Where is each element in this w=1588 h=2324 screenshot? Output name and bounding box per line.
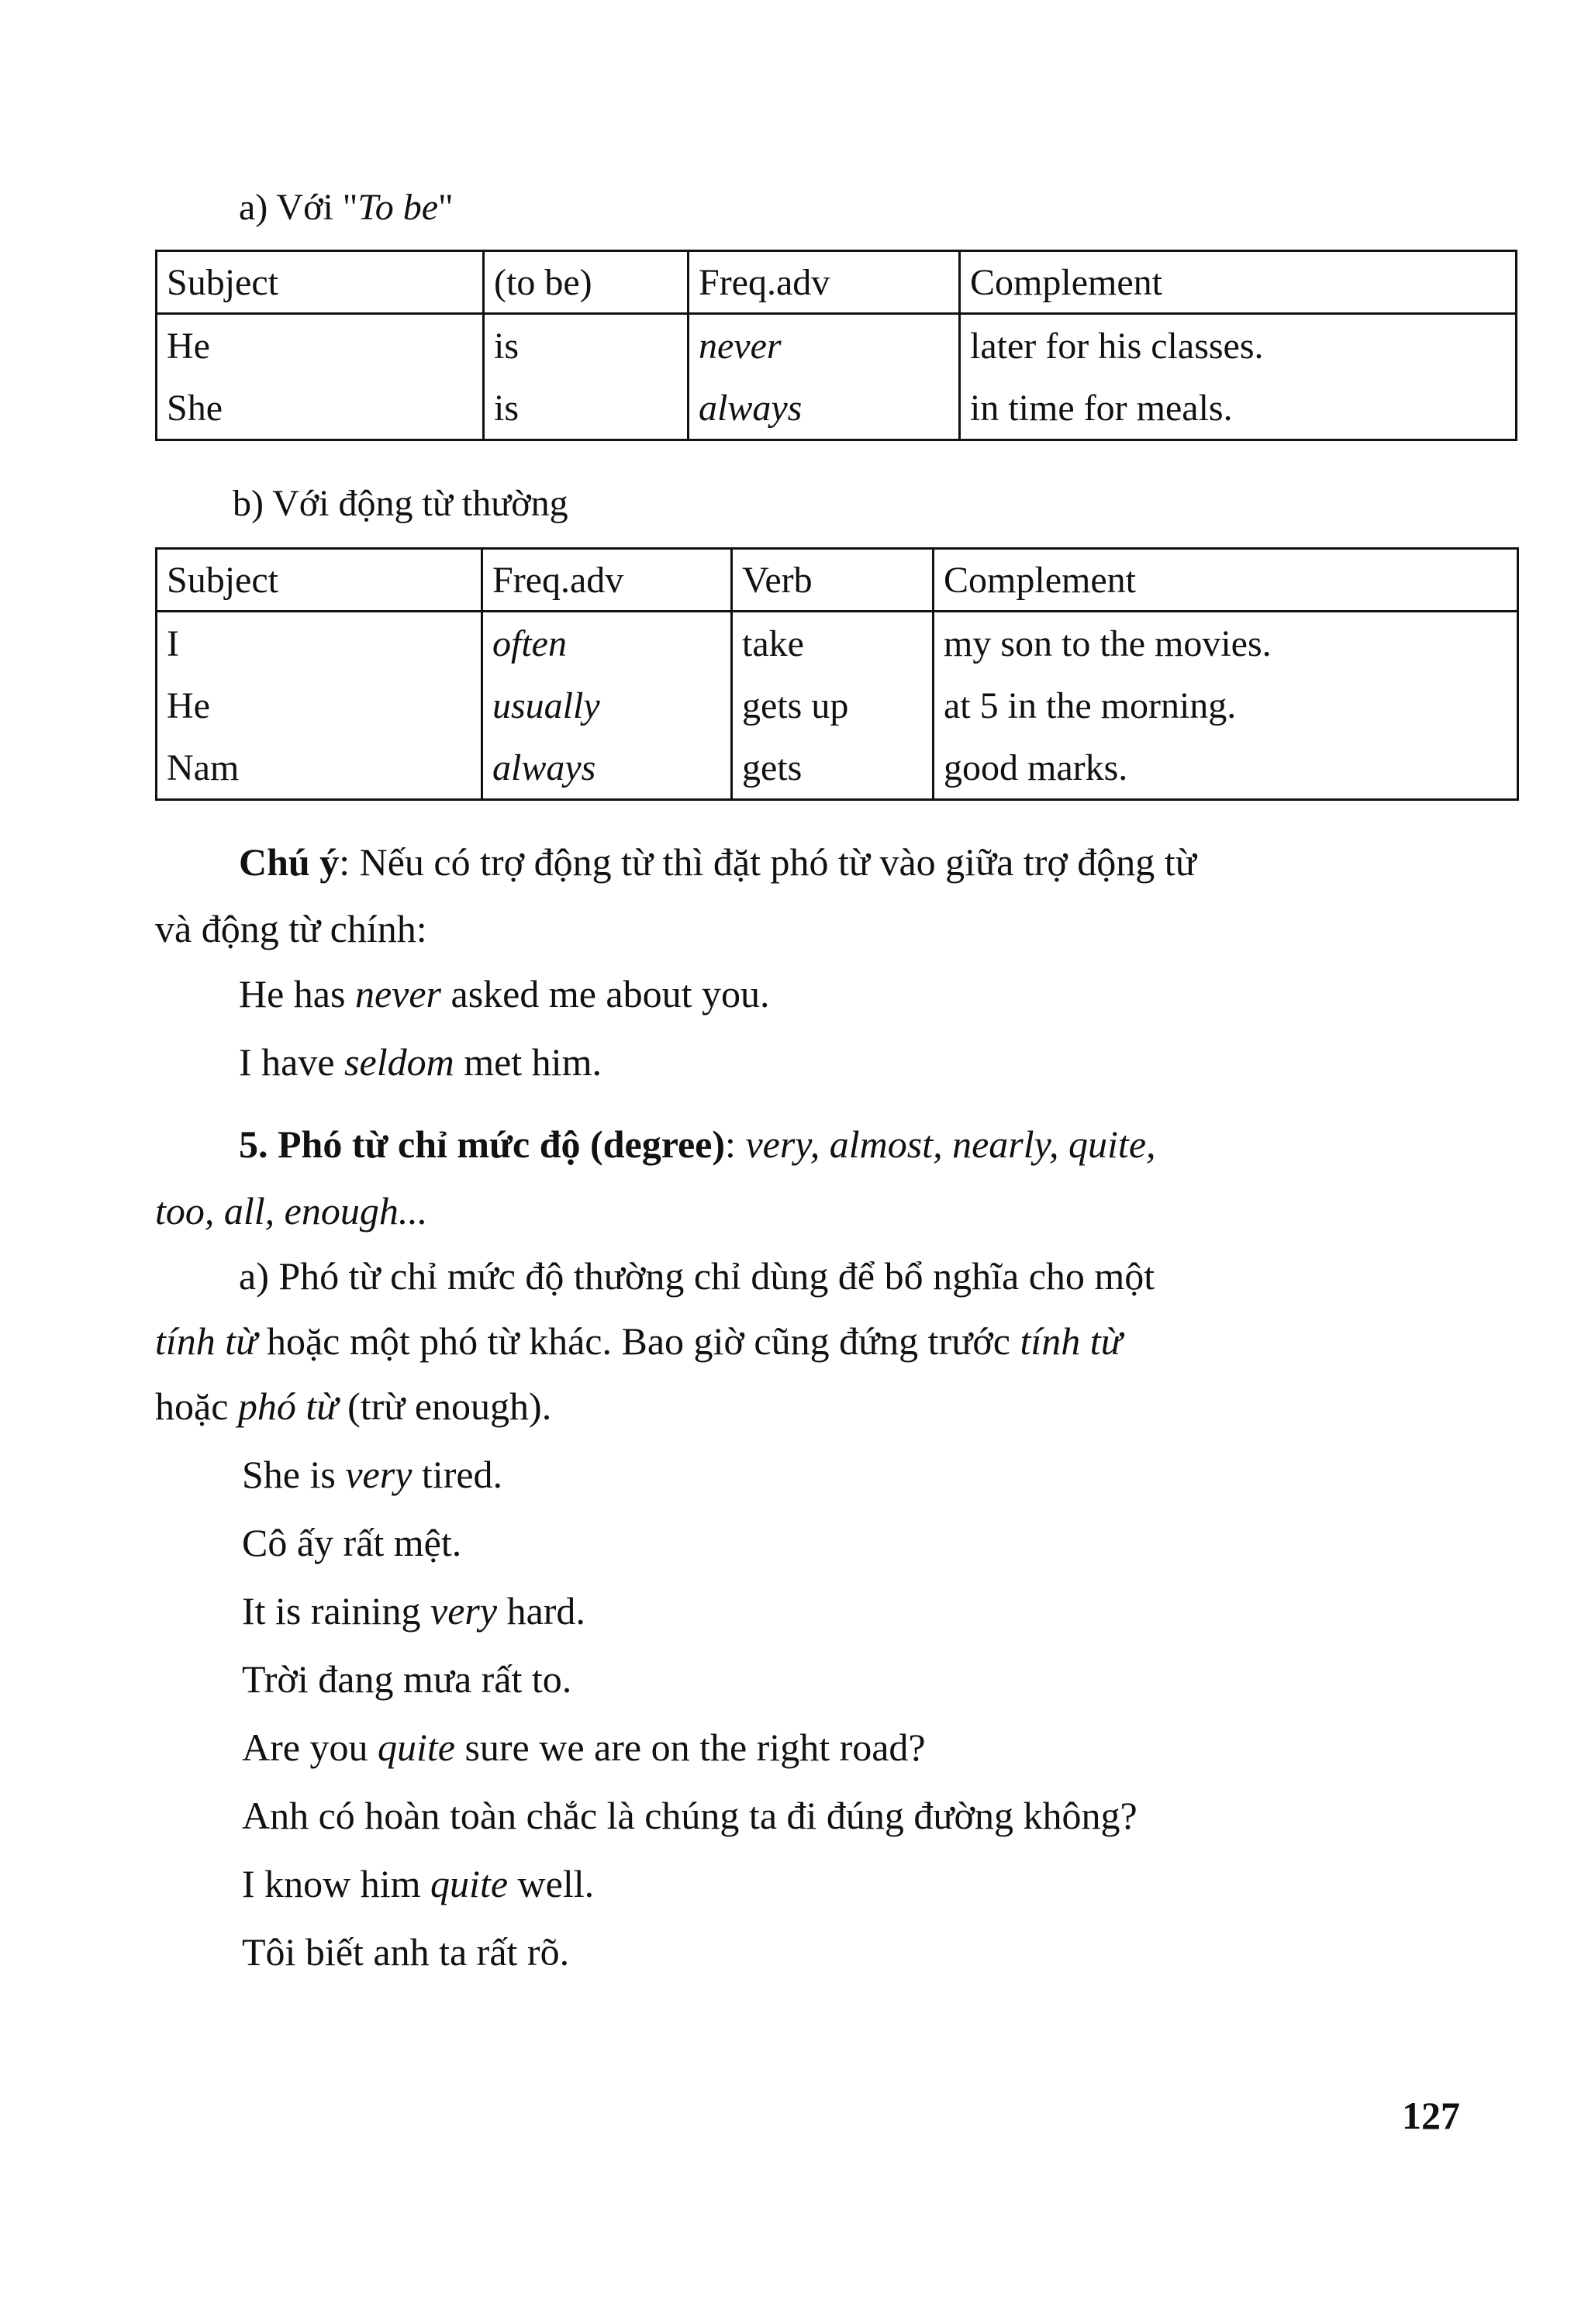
cell-tobe: is bbox=[484, 377, 689, 440]
table-row bbox=[157, 674, 1518, 736]
tobe-table bbox=[155, 250, 1517, 441]
page-number: 127 bbox=[1402, 2094, 1460, 2137]
verb-table bbox=[155, 547, 1519, 801]
header-cell: Subject bbox=[157, 251, 484, 314]
cell-subject: I bbox=[167, 622, 179, 664]
note-example: He has never asked me about you. bbox=[239, 972, 770, 1015]
table-header-row bbox=[157, 549, 1518, 612]
cell-complement: later for his classes. bbox=[960, 314, 1517, 378]
translation-line: Cô ấy rất mệt. bbox=[242, 1521, 462, 1564]
translation-line: Tôi biết anh ta rất rõ. bbox=[242, 1930, 570, 1974]
para-a-line-3: hoặc phó từ (trừ enough). bbox=[155, 1384, 552, 1428]
translation-line: Anh có hoàn toàn chắc là chúng ta đi đúng đường không? bbox=[242, 1794, 1137, 1837]
note-line-2: và động từ chính: bbox=[155, 907, 427, 950]
cell-freq-adv: always bbox=[482, 736, 732, 800]
cell-freq-adv: usually bbox=[482, 674, 732, 736]
note-line-1: Chú ý: Nếu có trợ động từ thì đặt phó từ vào giữa trợ động từ bbox=[239, 840, 1196, 884]
note-label: Chú ý bbox=[239, 840, 340, 884]
example-line: I know him quite well. bbox=[242, 1862, 595, 1905]
cell-subject: Nam bbox=[167, 747, 240, 788]
cell-subject: She bbox=[167, 387, 223, 429]
cell-subject: He bbox=[167, 684, 210, 726]
cell-complement: in time for meals. bbox=[960, 377, 1517, 440]
table-row bbox=[157, 314, 1517, 378]
cell-freq-adv: never bbox=[689, 314, 960, 378]
section-5-heading: 5. Phó từ chỉ mức độ (degree): very, almost, nearly, quite, bbox=[239, 1122, 1156, 1166]
header-cell: Complement bbox=[960, 251, 1517, 314]
translation-line: Trời đang mưa rất to. bbox=[242, 1657, 572, 1701]
header-cell: Verb bbox=[732, 549, 934, 612]
table-header-row bbox=[157, 251, 1517, 314]
cell-complement: my son to the movies. bbox=[934, 612, 1518, 675]
cell-tobe: is bbox=[484, 314, 689, 378]
note-example: I have seldom met him. bbox=[239, 1040, 602, 1084]
header-cell: Freq.adv bbox=[482, 549, 732, 612]
header-cell: (to be) bbox=[484, 251, 689, 314]
table-row bbox=[157, 612, 1518, 675]
cell-complement: at 5 in the morning. bbox=[934, 674, 1518, 736]
section-b-caption: b) Với động từ thường bbox=[233, 483, 568, 524]
cell-verb: gets bbox=[732, 736, 934, 800]
table-row bbox=[157, 736, 1518, 800]
para-a-line-1: a) Phó từ chỉ mức độ thường chỉ dùng để bổ nghĩa cho một bbox=[239, 1254, 1155, 1298]
example-line: Are you quite sure we are on the right road? bbox=[242, 1726, 926, 1769]
example-line: It is raining very hard. bbox=[242, 1589, 585, 1633]
header-cell: Subject bbox=[157, 549, 482, 612]
cell-freq-adv: always bbox=[689, 377, 960, 440]
example-line: She is very tired. bbox=[242, 1453, 503, 1496]
para-a-line-2: tính từ hoặc một phó từ khác. Bao giờ cũng đứng trước tính từ bbox=[155, 1319, 1122, 1363]
section-a-caption: a) Với "To be" bbox=[239, 187, 454, 228]
cell-verb: take bbox=[732, 612, 934, 675]
cell-subject: He bbox=[167, 325, 210, 367]
table-row bbox=[157, 377, 1517, 440]
section-5-examples: too, all, enough... bbox=[155, 1189, 428, 1233]
cell-freq-adv: often bbox=[482, 612, 732, 675]
cell-complement: good marks. bbox=[934, 736, 1518, 800]
header-cell: Freq.adv bbox=[689, 251, 960, 314]
cell-verb: gets up bbox=[732, 674, 934, 736]
header-cell: Complement bbox=[934, 549, 1518, 612]
